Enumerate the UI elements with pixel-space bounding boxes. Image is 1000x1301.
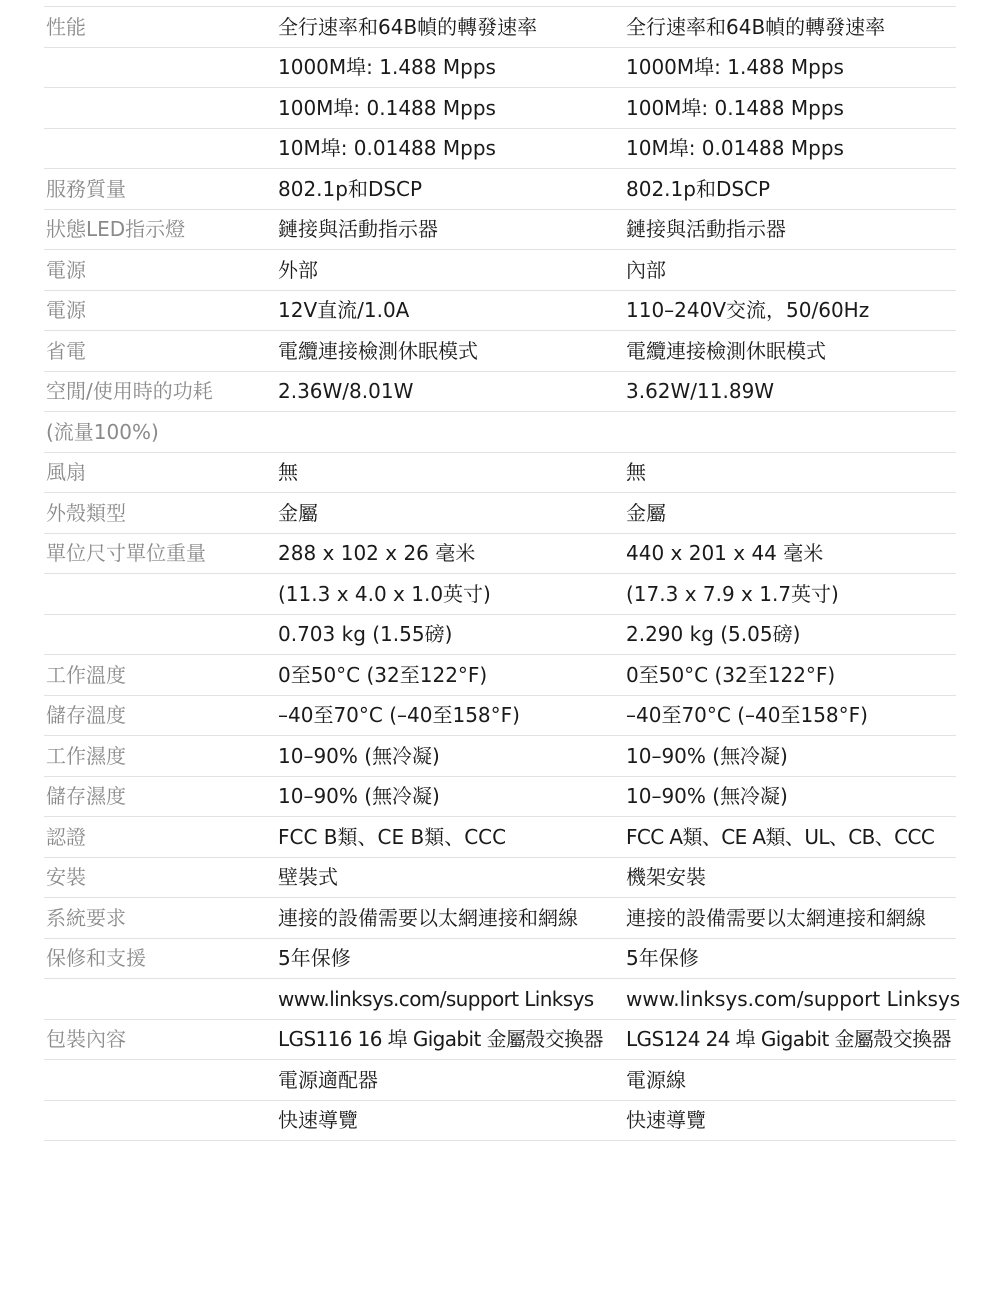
spec-value-lgs124: LGS124 24 埠 Gigabit 金屬殼交換器 bbox=[626, 1027, 951, 1052]
spec-label: 風扇 bbox=[46, 460, 86, 485]
spec-label: 儲存濕度 bbox=[46, 784, 126, 809]
spec-label: 性能 bbox=[46, 14, 86, 39]
spec-label: 保修和支援 bbox=[46, 946, 146, 971]
spec-value-lgs116: 2.36W/8.01W bbox=[278, 379, 414, 404]
spec-row bbox=[44, 169, 956, 210]
spec-value-lgs124: www.linksys.com/support Linksys bbox=[626, 986, 961, 1011]
spec-row bbox=[44, 534, 956, 575]
spec-row bbox=[44, 7, 956, 48]
spec-row bbox=[44, 88, 956, 129]
spec-value-lgs124: 連接的設備需要以太網連接和網線 bbox=[626, 905, 926, 930]
spec-row bbox=[44, 615, 956, 656]
spec-value-lgs116: 288 x 102 x 26 毫米 bbox=[278, 541, 476, 566]
spec-label: 省電 bbox=[46, 338, 86, 363]
spec-value-lgs116: 全行速率和64B幀的轉發速率 bbox=[278, 14, 538, 39]
spec-value-lgs124: 100M埠: 0.1488 Mpps bbox=[626, 95, 844, 120]
spec-value-lgs116: 金屬 bbox=[278, 500, 318, 525]
spec-value-lgs124: 機架安裝 bbox=[626, 865, 706, 890]
spec-value-lgs116: FCC B類、CE B類、CCC bbox=[278, 824, 507, 849]
spec-value-lgs124: 快速導覽 bbox=[626, 1108, 706, 1133]
spec-label: 儲存溫度 bbox=[46, 703, 126, 728]
spec-value-lgs116: 壁裝式 bbox=[278, 865, 338, 890]
spec-row bbox=[44, 898, 956, 939]
spec-value-lgs124: FCC A類、CE A類、UL、CB、CCC bbox=[626, 824, 935, 849]
spec-label: 系統要求 bbox=[46, 905, 126, 930]
spec-value-lgs116: 802.1p和DSCP bbox=[278, 176, 423, 201]
spec-value-lgs116: 無 bbox=[278, 460, 298, 485]
spec-label: 包裝內容 bbox=[46, 1027, 126, 1052]
spec-value-lgs116: 10–90% (無冷凝) bbox=[278, 784, 440, 809]
spec-value-lgs116: 10–90% (無冷凝) bbox=[278, 743, 440, 768]
spec-value-lgs116: –40至70°C (–40至158°F) bbox=[278, 703, 520, 728]
spec-row bbox=[44, 1060, 956, 1101]
spec-label: 外殼類型 bbox=[46, 500, 126, 525]
spec-row bbox=[44, 1101, 956, 1142]
spec-value-lgs124: 802.1p和DSCP bbox=[626, 176, 771, 201]
spec-value-lgs124: 金屬 bbox=[626, 500, 666, 525]
spec-row bbox=[44, 777, 956, 818]
spec-value-lgs124: (17.3 x 7.9 x 1.7英寸) bbox=[626, 581, 839, 606]
spec-value-lgs116: 鏈接與活動指示器 bbox=[278, 217, 438, 242]
spec-row bbox=[44, 574, 956, 615]
spec-value-lgs116: LGS116 16 埠 Gigabit 金屬殼交換器 bbox=[278, 1027, 603, 1052]
spec-value-lgs116: 5年保修 bbox=[278, 946, 351, 971]
spec-value-lgs124: 2.290 kg (5.05磅) bbox=[626, 622, 801, 647]
spec-label: 工作濕度 bbox=[46, 743, 126, 768]
spec-value-lgs116: 0.703 kg (1.55磅) bbox=[278, 622, 453, 647]
spec-value-lgs124: 440 x 201 x 44 毫米 bbox=[626, 541, 824, 566]
spec-value-lgs124: 全行速率和64B幀的轉發速率 bbox=[626, 14, 886, 39]
spec-value-lgs124: 10–90% (無冷凝) bbox=[626, 784, 788, 809]
spec-row bbox=[44, 412, 956, 453]
spec-table bbox=[44, 6, 961, 1141]
spec-value-lgs124: 0至50°C (32至122°F) bbox=[626, 662, 836, 687]
spec-row bbox=[44, 1020, 956, 1061]
spec-value-lgs124: 10M埠: 0.01488 Mpps bbox=[626, 136, 844, 161]
spec-row bbox=[44, 453, 956, 494]
spec-value-lgs124: 3.62W/11.89W bbox=[626, 379, 775, 404]
spec-value-lgs116: 1000M埠: 1.488 Mpps bbox=[278, 55, 496, 80]
spec-value-lgs116: 100M埠: 0.1488 Mpps bbox=[278, 95, 496, 120]
spec-label: 安裝 bbox=[46, 865, 86, 890]
spec-value-lgs116: 電纜連接檢測休眠模式 bbox=[278, 338, 478, 363]
spec-value-lgs124: 內部 bbox=[626, 257, 666, 282]
spec-label: 電源 bbox=[46, 257, 86, 282]
spec-value-lgs124: 110–240V交流，50/60Hz bbox=[626, 298, 870, 323]
spec-row bbox=[44, 939, 956, 980]
spec-row bbox=[44, 372, 956, 413]
spec-value-lgs116: www.linksys.com/support Linksys bbox=[278, 986, 594, 1011]
spec-value-lgs124: –40至70°C (–40至158°F) bbox=[626, 703, 868, 728]
spec-value-lgs116: 電源適配器 bbox=[278, 1067, 378, 1092]
spec-label: 狀態LED指示燈 bbox=[46, 217, 186, 242]
spec-value-lgs124: 5年保修 bbox=[626, 946, 699, 971]
spec-row bbox=[44, 493, 956, 534]
spec-label: 工作溫度 bbox=[46, 662, 126, 687]
spec-label: 服務質量 bbox=[46, 176, 126, 201]
spec-row bbox=[44, 210, 956, 251]
spec-row bbox=[44, 250, 956, 291]
spec-value-lgs116: 10M埠: 0.01488 Mpps bbox=[278, 136, 496, 161]
spec-row bbox=[44, 331, 956, 372]
spec-label: 電源 bbox=[46, 298, 86, 323]
spec-value-lgs124: 電纜連接檢測休眠模式 bbox=[626, 338, 826, 363]
spec-value-lgs124: 電源線 bbox=[626, 1067, 686, 1092]
spec-row bbox=[44, 817, 956, 858]
spec-value-lgs124: 10–90% (無冷凝) bbox=[626, 743, 788, 768]
spec-row bbox=[44, 48, 956, 89]
spec-row bbox=[44, 736, 956, 777]
spec-value-lgs116: 連接的設備需要以太網連接和網線 bbox=[278, 905, 578, 930]
spec-value-lgs116: 12V直流/1.0A bbox=[278, 298, 410, 323]
spec-value-lgs116: 0至50°C (32至122°F) bbox=[278, 662, 488, 687]
spec-row bbox=[44, 858, 956, 899]
spec-value-lgs116: 外部 bbox=[278, 257, 318, 282]
spec-row bbox=[44, 979, 961, 1020]
spec-value-lgs124: 無 bbox=[626, 460, 646, 485]
spec-label: 單位尺寸單位重量 bbox=[46, 541, 206, 566]
spec-value-lgs124: 1000M埠: 1.488 Mpps bbox=[626, 55, 844, 80]
spec-row bbox=[44, 655, 956, 696]
spec-value-lgs116: 快速導覽 bbox=[278, 1108, 358, 1133]
spec-row bbox=[44, 696, 956, 737]
spec-value-lgs124: 鏈接與活動指示器 bbox=[626, 217, 786, 242]
spec-row bbox=[44, 129, 956, 170]
spec-label: (流量100%) bbox=[46, 419, 159, 444]
spec-row bbox=[44, 291, 956, 332]
spec-label: 空閒/使用時的功耗 bbox=[46, 379, 213, 404]
spec-label: 認證 bbox=[46, 824, 86, 849]
spec-value-lgs116: (11.3 x 4.0 x 1.0英寸) bbox=[278, 581, 491, 606]
